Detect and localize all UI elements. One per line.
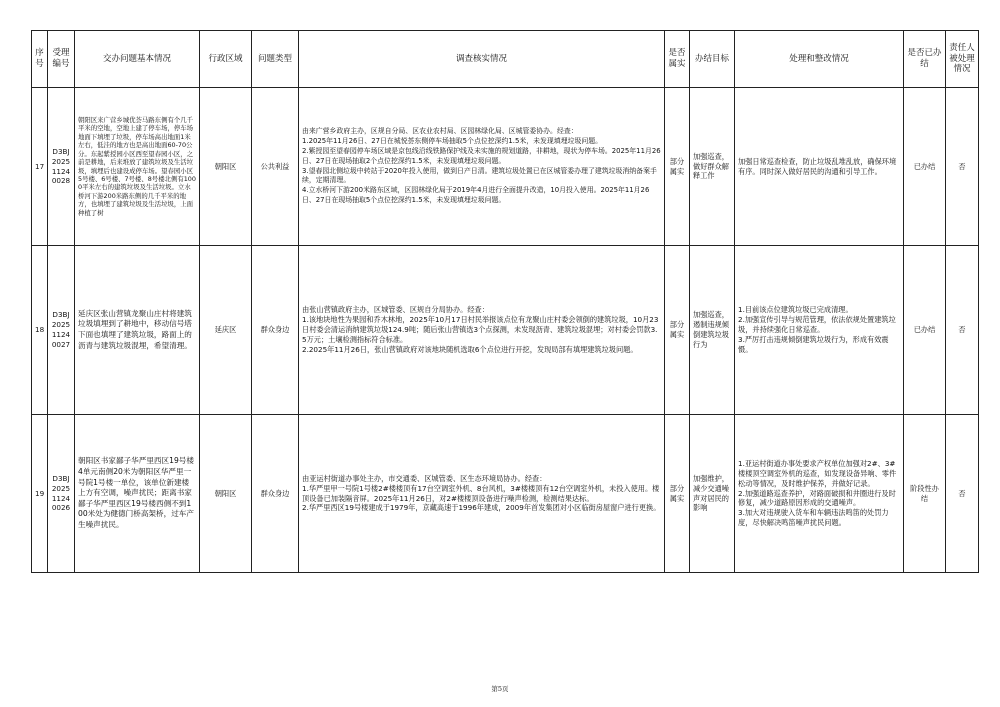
row-investigation: 由张山营镇政府主办，区城管委、区规自分局协办。经查： 1.该地块地性为果园和乔木林地，2025年10月17日村民举报该点位有龙聚山庄村委会领倒的建筑垃圾，10月23日村委会清运消纳建筑垃圾124.9吨；随后张山营镇选3个点探测，未发现沥青、建筑垃圾混埋；对村委会罚款3.5万元；土壤检测指标符合标准。 2.2025年11月26日，张山营镇政府对该地块随机选取6个点位进行开挖，发现局部有填埋建筑垃圾问题。: [299, 246, 665, 415]
row-true: 部分属实: [665, 88, 690, 246]
row-true: 部分属实: [665, 415, 690, 573]
header-true: 是否属实: [665, 31, 690, 88]
header-problem: 交办问题基本情况: [75, 31, 200, 88]
row-district: 朝阳区: [200, 415, 252, 573]
row-handling: 加强日常巡查检查，防止垃圾乱堆乱放，确保环境有序。同时深入做好居民的沟通和引导工作。: [735, 88, 904, 246]
header-accountable: 责任人被处理情况: [946, 31, 979, 88]
row-goal: 加强巡查，遏制违规倾倒建筑垃圾行为: [690, 246, 735, 415]
row-accountable: 否: [946, 88, 979, 246]
row-done: 已办结: [904, 246, 946, 415]
row-code: D3BJ202511240026: [48, 415, 75, 573]
header-handling: 处理和整改情况: [735, 31, 904, 88]
row-type: 公共利益: [252, 88, 299, 246]
row-code: D3BJ202511240028: [48, 88, 75, 246]
row-code: D3BJ202511240027: [48, 246, 75, 415]
row-seq: 18: [32, 246, 48, 415]
table-row: [32, 88, 979, 246]
row-district: 延庆区: [200, 246, 252, 415]
header-done: 是否已办结: [904, 31, 946, 88]
header-investigation: 调查核实情况: [299, 31, 665, 88]
header-district: 行政区域: [200, 31, 252, 88]
row-done: 阶段性办结: [904, 415, 946, 573]
table-row: [32, 246, 979, 415]
header-code: 受理编号: [48, 31, 75, 88]
page-number: 第5页: [491, 685, 509, 693]
row-true: 部分属实: [665, 246, 690, 415]
row-done: 已办结: [904, 88, 946, 246]
row-goal: 加强巡查，做好群众解释工作: [690, 88, 735, 246]
row-problem: 朝阳区来广营乡城优荟马路东侧有个几千平米的空地，空地上建了停车场，停车场地面下填埋了垃圾，停车场高出地面1米左右，低洼的地方也是高出地面60-70公分。东起紫授园小区西至望春园小区，之前是耕地，后来堆放了建筑垃圾及生活垃圾，填埋后也建设成停车场。望春园小区5号楼、6号楼、7号楼、8号楼北侧有1000平米左右的建筑垃圾及生活垃圾。立水桥河下游200米路东侧的几千平米的地方，也填埋了建筑垃圾及生活垃圾，上面种植了树: [75, 88, 200, 246]
row-goal: 加强维护，减少交通噪声对居民的影响: [690, 415, 735, 573]
row-type: 群众身边: [252, 246, 299, 415]
row-seq: 19: [32, 415, 48, 573]
case-table: [31, 30, 979, 573]
row-seq: 17: [32, 88, 48, 246]
header-goal: 办结目标: [690, 31, 735, 88]
header-type: 问题类型: [252, 31, 299, 88]
row-handling: 1.亚运村街道办事处要求产权单位加强对2#、3#楼楼顶空调室外机的巡查，如发现设备异响、零件松动等情况，及时维护保养，并做好记录。 2.加强道路巡查养护，对路面破损和井圈进行及时修复，减少道路原因形成的交通噪声。 3.加大对违规驶入货车和车辆违法鸣笛的处罚力度，尽快解决鸣笛噪声扰民问题。: [735, 415, 904, 573]
row-type: 群众身边: [252, 415, 299, 573]
header-seq: 序号: [32, 31, 48, 88]
row-accountable: 否: [946, 415, 979, 573]
row-problem: 朝阳区书家鄙子华严里西区19号楼4单元南侧20米为朝阳区华严里一号院1号楼一单位，该单位新建楼上方有空调，噪声扰民；距离书家鄙子华严里西区19号楼西侧不到100米处为健德门桥高架桥，过车产生噪声扰民。: [75, 415, 200, 573]
row-district: 朝阳区: [200, 88, 252, 246]
row-problem: 延庆区张山营镇龙聚山庄村将建筑垃圾填埋到了耕地中，移动信号塔下面也填埋了建筑垃圾，路面上的沥青与建筑垃圾混埋，希望清理。: [75, 246, 200, 415]
row-investigation: 由来广营乡政府主办，区规自分局、区农业农村局、区园林绿化局、区城管委协办。经查： 1.2025年11月26日、27日在城悦荟东侧停车场抽取5个点位挖深约1.5米，未发现填埋垃圾问题。 2.紫授园至望春园停车场区域是京包线沿线铁路保护线及未实施的规划道路，非耕地，现状为停车场。2025年11月26日、27日在现场抽取2个点位挖深约1.5米，未发现填埋垃圾问题。 3.望春园北侧垃圾中转站于2020年投入使用，做到日产日清。建筑垃圾处置已在区城管委办理了建筑垃圾消纳备案手续，定期清理。 4.立水桥河下游200米路东区域，区园林绿化局于2019年4月进行全面提升改造，10月投入使用。2025年11月26日、27日在现场抽取5个点位挖深约1.5米，未发现填埋垃圾问题。: [299, 88, 665, 246]
row-investigation: 由亚运村街道办事处主办，市交通委、区城管委、区生态环境局协办。经查： 1.华严里甲一号院1号楼2#楼楼顶有17台空调室外机、8台风机，3#楼楼顶有12台空调室外机，未投入使用。楼顶设备已加装隔音屏。2025年11月26日，对2#楼楼顶设备进行噪声检测，检测结果达标。 2.华严里西区19号楼建成于1979年，京藏高速于1996年建成，2009年首发集团对小区临街房屋窗户进行更换。: [299, 415, 665, 573]
table-row: [32, 415, 979, 573]
header-row: [32, 31, 979, 88]
row-handling: 1.目前该点位建筑垃圾已完成清理。 2.加强宣传引导与规范管理，依法依规处置建筑垃圾，并持续强化日常巡查。 3.严厉打击违规倾倒建筑垃圾行为，形成有效震慑。: [735, 246, 904, 415]
row-accountable: 否: [946, 246, 979, 415]
